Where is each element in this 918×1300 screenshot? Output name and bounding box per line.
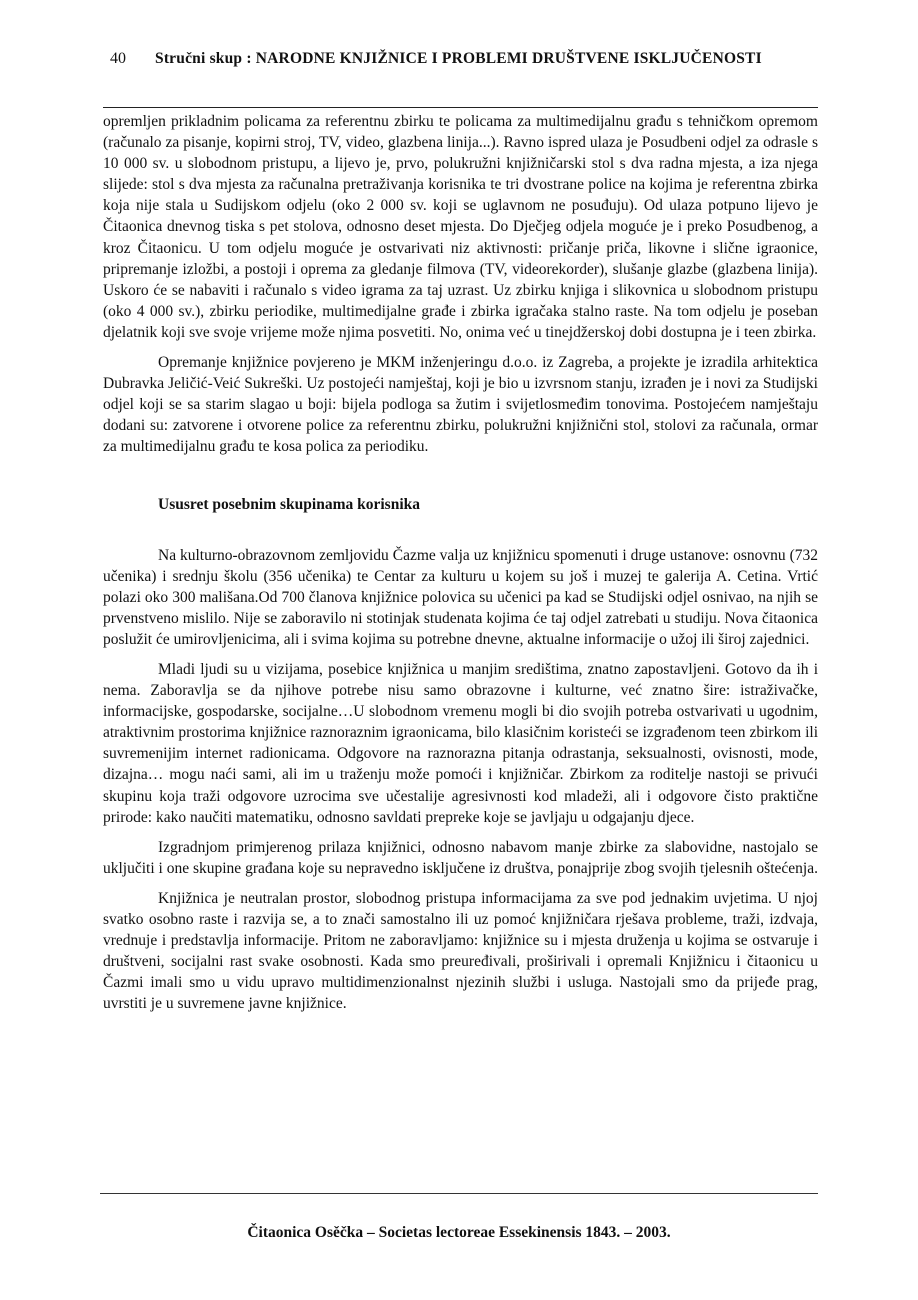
page-header — [103, 50, 818, 68]
paragraph: Izgradnjom primjerenog prilaza knjižnici, odnosno nabavom manje zbirke za slabovidne, nastojalo se uključiti i one skupine građana koje su nepravedno isključene iz društva, ponajprije zbog svojih tjelesnih oštećenja. — [103, 838, 818, 877]
paragraph: Na kulturno-obrazovnom zemljovidu Čazme valja uz knjižnicu spomenuti i druge ustanove: osnovnu (732 učenika) i srednju školu (356 učenika) te Centar za kulturu u kojem su još i muzej te galerija A. Cetina. Vrtić polazi oko 300 mališana.Od 700 članova knjižnice polovica su učenici pa kad se Studijski odjel osnivao, na njih se prvenstveno mislilo. Nije se zaboravilo ni stotinjak studenata kojima će taj odjel zatrebati u studiju. Nova čitaonica poslužit će umirovljenicima, ali i svima kojima su potrebne dnevne, aktualne informacije o užoj ili široj zajednici. — [103, 546, 818, 648]
header-rule — [103, 107, 818, 108]
paragraph: opremljen prikladnim policama za referentnu zbirku te policama za multimedijalnu građu s tehničkom opremom (računalo za pisanje, kopirni stroj, TV, video, glazbena linija...). Ravno ispred ulaza je Posudbeni odjel za odrasle s 10 000 sv. u slobodnom pristupu, a lijevo je, prvo, polukružni knjižničarski stol s dva radna mjesta, a iza njega slijede: stol s dva mjesta za računalna pretraživanja korisnika te tri dvostrane police na kojima je referentna zbirka koja nije stala u Sudijskom odjelu (oko 2 000 sv. koji se uglavnom ne posuđuju). Od ulaza potpuno lijevo je Čitaonica dnevnog tiska s pet stolova, odnosno deset mjesta. Do Dječjeg odjela moguće je i preko Posudbenog, a kroz Čitaonicu. U tom odjelu moguće je ostvarivati niz aktivnosti: pričanje priča, likovne i slične igraonice, pripremanje izložbi, a postoji i oprema za gledanje filmova (TV, videorekorder), slušanje glazbe (glazbena linija). Uskoro će se nabaviti i računalo s video igrama za taj uzrast. Uz zbirku knjiga i slikovnica u slobodnom pristupu (oko 4 000 sv.), zbirku periodike, multimedijalne građe i zbirka igračaka stalno raste. Na tom odjelu je poseban djelatnik koji sve svoje vrijeme može njima posvetiti. No, onima već u tinejdžerskoj dobi dostupna je i teen zbirka. — [103, 113, 818, 341]
paragraph: Knjižnica je neutralan prostor, slobodnog pristupa informacijama za sve pod jednakim uvjetima. U njoj svatko osobno raste i razvija se, a to znači samostalno ili uz pomoć knjižničara rješava probleme, traži, izdvaja, vrednuje i predstavlja informacije. Pritom ne zaboravljamo: knjižnice su i mjesta druženja u kojima se ostvaruje i društveni, socijalni rast svake osobnosti. Kada smo preuređivali, proširivali i opremali Knjižnicu i čitaonicu u Čazmi imali smo u vidu upravo multidimenzionalnst njezinih službi i usluga. Nastojali smo da prijeđe prag, uvrstiti je u suvremene javne knjižnice. — [103, 889, 818, 1013]
footer-text: Čitaonica Osěčka – Societas lectoreae Essekinensis 1843. – 2003. — [247, 1224, 671, 1241]
section-heading: Ususret posebnim skupinama korisnika — [158, 495, 421, 513]
body-text — [103, 111, 818, 1023]
running-header: Stručni skup : NARODNE KNJIŽNICE I PROBLEMI DRUŠTVENE ISKLJUČENOSTI — [155, 50, 762, 67]
paragraph: Mladi ljudi su u vizijama, posebice knjižnica u manjim središtima, znatno zapostavljeni. Gotovo da ih i nema. Zaboravlja se da njihove potrebe nisu samo obrazovne i kulturne, već znatno šire: istraživačke, informacijske, gospodarske, socijalne…U slobodnom vremenu mogli bi dio svojih potreba ostvarivati u ugodnim, atraktivnim prostorima knjižnice raznoraznim igraonicama, bilo klasičnim koristeći se izgrađenom teen zbirkom ili suvremenijim internet radionicama. Odgovore na raznorazna pitanja odrastanja, seksualnosti, ovisnosti, mode, dizajna… mogu naći sami, ali im u traženju može pomoći i knjižničar. Zbirkom za roditelje nastoji se privući skupinu koja traži odgovore uzrocima sve učestalije agresivnosti kod mladeži, ali i odgovore čisto praktične prirode: kako naučiti matematiku, odnosno savldati prepreke koje se javljaju u odgajanju djece. — [103, 660, 818, 826]
footer-rule — [100, 1193, 818, 1194]
paragraph: Opremanje knjižnice povjereno je MKM inženjeringu d.o.o. iz Zagreba, a projekte je izradila arhitektica Dubravka Jeličić-Veić Sukreški. Uz postojeći namještaj, koji je bio u izvrsnom stanju, izrađen je i novi za Studijski odjel koji se sa starim slagao u boji: bijela podloga sa žutim i svijetlosmeđim tonovima. Postojećem namještaju dodani su: zatvorene i otvorene police za referentnu zbirku, polukružni knjižnični stol, stolovi za računala, ormar za multimedijalnu građu te kosa polica za periodiku. — [103, 354, 818, 456]
page-number: 40 — [110, 50, 126, 67]
